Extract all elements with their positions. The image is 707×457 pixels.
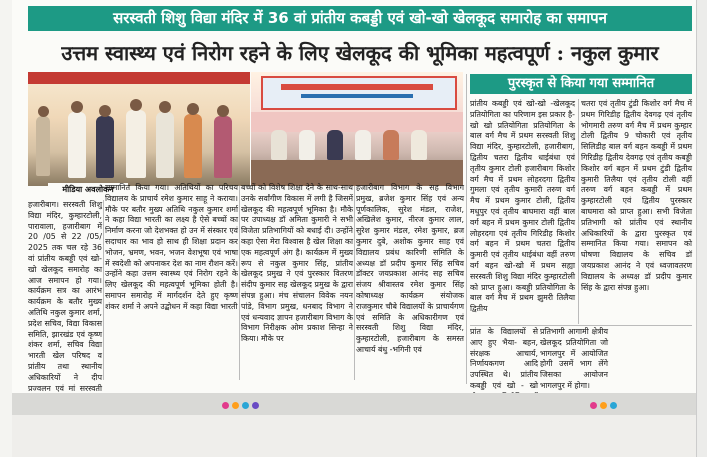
footer-dot [252, 402, 259, 409]
page-edge-strip [696, 0, 707, 457]
headline: उत्तम स्वास्थ्य एवं निरोग रहने के लिए खेलकूद की भूमिका महत्वपूर्ण : नकुल कुमार [61, 41, 659, 65]
column-divider [466, 74, 467, 384]
footer-dot [610, 402, 617, 409]
footer-dot [222, 402, 229, 409]
footer-dot [242, 402, 249, 409]
footer-dot [600, 402, 607, 409]
article-column-2: सम्मानित किया गया। अतिथियों का परिचय विद्यालय के प्राचार्य रमेश कुमार साहू ने कराया। मौके पर बतौर मुख्य अतिथि नकुल कुमार शर्मा ने कहा विद्या भारती का लक्ष्य है ऐसे बच्चों का निर्माण करना जो देशभक्त हो उन में संस्कार एवं सदाचार का भाव हो साथ ही शिक्षा प्रदान कर भोजन, भ्रमण, भवन, भजन वेशभूषा एवं भाषा में स्वदेशी को अपनाकर देश का नाम रौशन करें। उन्होंने कहा उत्तम स्वास्थ्य एवं निरोग रहने के लिए खेलकूद की महत्वपूर्ण भूमिका होती है। समापन समारोह में मार्गदर्शन देते हुए कृष्ण शंकर शर्मा ने अपने उद्बोधन में कहा विद्या भारती [105, 183, 238, 311]
article-column-7: प्रांत के विद्यालयों से आए हुए भैया- बहन, संरक्षक आचार्य, निर्णायकगण आदि उपस्थित थे। प्रांतीय कबड्डी एवं खो - खो [470, 327, 538, 390]
footer-dot [590, 402, 597, 409]
article-column-4: हजारीबाग विभाग के सह विभाग प्रमुख, ब्रजेश कुमार सिंह एवं अन्य पूर्णकालिक, सुरेश मंडल, राजेश, अखिलेश कुमार, नीरज कुमार लाल, सुरेश कुमार मंडल, रमेश कुमार, ब्रज कुमार दुबे, अशोक कुमार साह एवं विद्यालय प्रबंध कारिणी समिति के अध्यक्ष डॉ प्रदीप कुमार सिंह सचिव डॉक्टर जयप्रकाश आनंद सह सचिव संजय श्रीवास्तव रमेश कुमार सिंह कोषाध्यक्ष कार्यक्रम संयोजक राजकुमार चौबे विद्यालयों के प्राचार्यगण एवं समिति के अधिकारीगण एवं सरस्वती शिशु विद्या मंदिर, कुम्हारटोली, हजारीबाग के समस्त आचार्य बंधु -भगिनी एवं [356, 183, 464, 354]
article-column-5: प्रांतीय कबड्डी एवं खो-खो -खेलकूद प्रतियोगिता का परिणाम इस प्रकार है- खो खो प्रतियोगिता प्रतियोगिता के बाल वर्ग मैच में प्रथम सरस्वती शिशु विद्या मंदिर, कुम्हारटोली, हजारीबाग, द्वितीय चतरा द्वितीय धाईबंधा एवं तृतीय कुमार टोली हजारीबाग किशोर वर्ग मैच में प्रथम लोहरदगा द्वितीय गुमला एवं तृतीय कुमारी तरुण वर्ग मैच में प्रथम कुमार टोली, द्वितीय मधुपुर एवं तृतीय बाघमारा वहीं बाल वर्ग बहन में प्रथम कुमार टोली द्वितीय लोहरदगा एवं तृतीय गिरिडीह किशोर वर्ग बहन में प्रथम चतरा द्वितीय कुमारी एवं तृतीय धाईबंधा वहीं तरुण वर्ग बहन खो-खो में प्रथम सह्या सरस्वती शिशु विद्या मंदिर कुम्हारटोली को प्राप्त हुआ। कबड्डी प्रतियोगिता के बाल वर्ग मैच में प्रथम झुमरी तिलैया द्वितीय [470, 99, 575, 314]
section-divider [470, 325, 692, 326]
section-banner-awarded: पुरस्कृत से किया गया सम्मानित [470, 74, 692, 94]
column-divider [354, 186, 355, 380]
article-column-6: चतरा एवं तृतीय टुंडी किशोर वर्ग मैच में प्रथम गिरिडीह द्वितीय देवगढ़ एवं तृतीय भोगमारी तरुण वर्ग मैच में प्रथम कुम्हार टोली द्वितीय 9 चोकारी एवं तृतीय सिलिडीह बाल वर्ग बहन कबड्डी में प्रथम गिरिडीह द्वितीय देवगढ़ एवं तृतीय कबड्डी किशोर वर्ग बहन में प्रथम टुंडी द्वितीय कुमारी तिलैया एवं तृतीय टोली वहीं तरुण वर्ग बहन कबड्डी में प्रथम कुम्हारटोली एवं द्वितीय पुरस्कार बाघमारा को प्राप्त हुआ। सभी विजेता प्रतिभागी को प्रांतीय एवं स्थानीय अधिकारियों के द्वारा पुरस्कृत एवं सम्मानित किया गया। समापन को घोषणा विद्यालय के सचिव डॉ जयप्रकाश आनंद ने एवं ध्वजावतरण विद्यालय के अध्यक्ष डॉ प्रदीप कुमार सिंह के द्वारा संपन्न हुआ। [581, 99, 692, 292]
footer-dots-right [590, 402, 617, 410]
column-divider [103, 200, 104, 380]
column-divider [578, 99, 579, 324]
photo-stage-event [251, 72, 463, 186]
article-column-8: प्रतिभागी आगामी क्षेत्रीय खेलकूद प्रतियोगिता जो भागलपुर में आयोजित होगी उसमें भाग लेंगे जिसका आयोजन भागलपुर में होगा। [540, 327, 608, 390]
page-bottom-margin [12, 415, 696, 457]
column-divider [239, 186, 240, 380]
kicker-banner: सरस्वती शिशु विद्या मंदिर में 36 वां प्रांतीय कबड्डी एवं खो-खो खेलकूद समारोह का समापन [28, 6, 692, 31]
byline: मीडिया अवलोकन [48, 183, 128, 196]
article-column-3: बच्चों को विशेष शिक्षा देने के साथ-साथ उनके सर्वांगीण विकास में लगी है जिसमें खेलकूद की महत्वपूर्ण भूमिका है। मौके पर उपाध्यक्ष डॉ अमिता कुमारी ने सभी विजेता प्रतिभागियों को बधाई दी। उन्होंने कहा ऐसा मेरा विश्वास है खेल शिक्षा का एक महत्वपूर्ण अंग है। कार्यक्रम में मुख्य रूप से नकुल कुमार सिंह, प्रांतीय खेलकूद प्रमुख ने एवं पुरस्कार वितरण संदीप कुमार सह खेलकूद प्रमुख के द्वारा संपन्न हुआ। मंच संचालन विवेक नयन पांडे, विभाग प्रमुख, धनबाद विभाग ने एवं धन्यवाद ज्ञापन हजारीबाग विभाग के विभाग निरीक्षक ओम प्रकाश सिन्हा ने किया। मौके पर [241, 183, 353, 344]
footer-dot [232, 402, 239, 409]
article-column-1: हजारीबाग। सरस्वती शिशु विद्या मंदिर, कुम्हारटोली, पारावाला, हजारीबाग में 20 /05 से 22 /05/ 2025 तक चल रहे 36 वां प्रांतीय कबड्डी एवं खो-खो खेलकूद समारोह का आज समापन हो गया। कार्यक्रम सत्र का आरंभ कार्यक्रम के बतौर मुख्य अतिथि नकुल कुमार शर्मा, प्रदेश सचिव, विद्या विकास समिति, झारखंड एवं कृष्ण शंकर शर्मा, सचिव विद्या भारती खेल परिषद व प्रांतीय तथा स्थानीय अधिकारियों ने दीप प्रज्वलन एवं मां सरस्वती [28, 200, 102, 393]
footer-dots-left [222, 402, 259, 410]
photo-felicitation [28, 72, 250, 186]
